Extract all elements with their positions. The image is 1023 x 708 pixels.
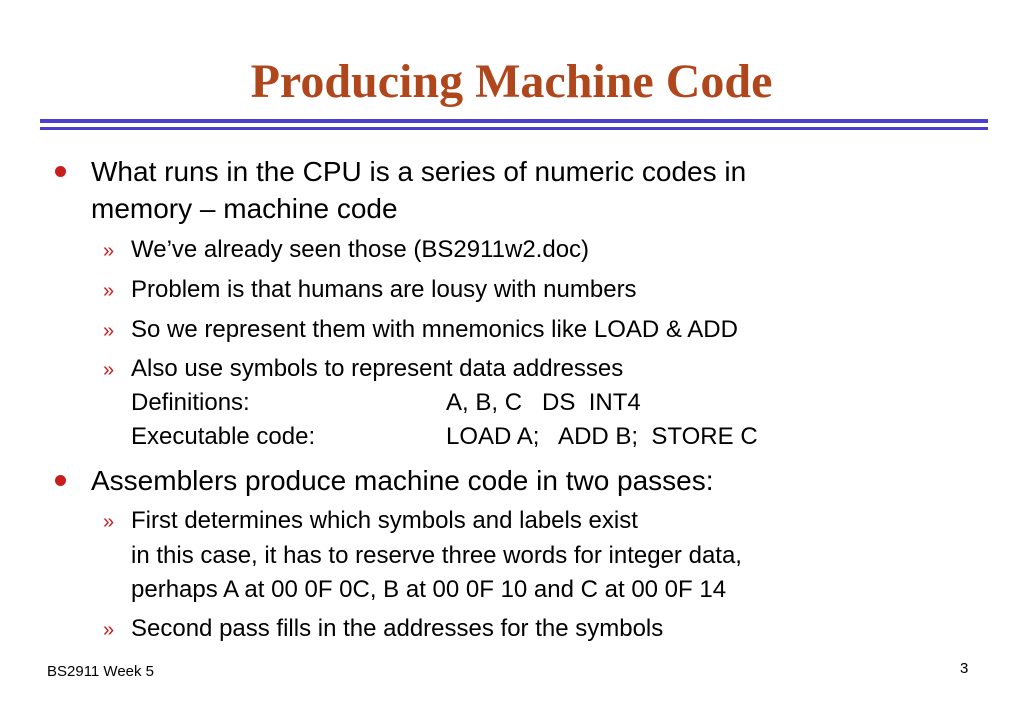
page-number: 3 [960,660,969,677]
title-divider-bottom [40,127,988,130]
sub-bullet-text: So we represent them with mnemonics like LOAD & ADD [131,316,738,343]
sub-bullet-text: Second pass fills in the addresses for the symbols [131,615,664,642]
executable-code-label: Executable code: [131,423,316,450]
sub-bullet-marker-icon: » [103,280,115,302]
footer-course-label: BS2911 Week 5 [47,663,155,680]
sub-bullet-text: First determines which symbols and labels exist [131,507,638,534]
bullet-text-line: Assemblers produce machine code in two passes: [91,465,714,496]
sub-bullet-text: Also use symbols to represent data addresses [131,355,624,382]
slide-title: Producing Machine Code [250,55,773,108]
sub-bullet-marker-icon: » [103,619,115,641]
title-divider-top [40,119,988,123]
bullet-dot-icon [55,475,66,486]
sub-bullet-text: We’ve already seen those (BS2911w2.doc) [131,236,590,263]
bullet-text-line: What runs in the CPU is a series of numeric codes in [91,156,747,187]
sub-bullet-marker-icon: » [103,240,115,262]
sub-bullet-marker-icon: » [103,359,115,381]
bullet-text-line: memory – machine code [91,193,398,224]
sub-bullet-text: in this case, it has to reserve three words for integer data, [131,542,742,569]
definition-value: A, B, C DS INT4 [446,389,641,416]
sub-bullet-marker-icon: » [103,320,115,342]
bullet-dot-icon [55,166,66,177]
executable-code-value: LOAD A; ADD B; STORE C [446,423,758,450]
sub-bullet-text: Problem is that humans are lousy with numbers [131,276,637,303]
sub-bullet-marker-icon: » [103,511,115,533]
definition-label: Definitions: [131,389,250,416]
sub-bullet-text: perhaps A at 00 0F 0C, B at 00 0F 10 and C at 00 0F 14 [131,576,727,603]
